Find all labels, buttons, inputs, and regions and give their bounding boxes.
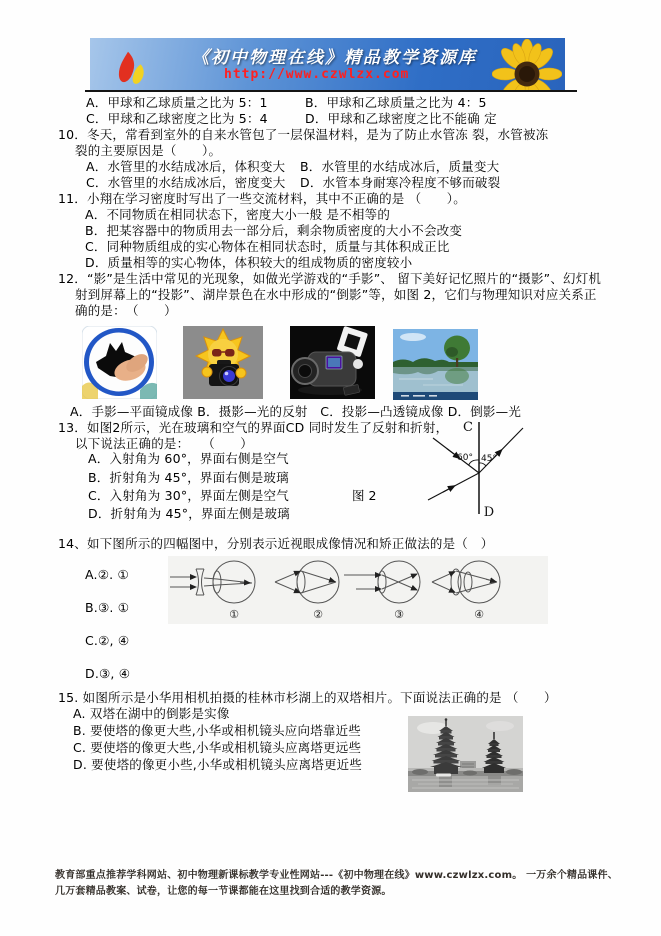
- sunflower-image: [492, 39, 562, 91]
- q14-text-line1: 14、如下图所示的四幅图中，分别表示近视眼成像情况和矫正做法的是（ ）: [58, 536, 494, 551]
- q9-option-b: B．甲球和乙球质量之比为 4：5: [305, 95, 487, 110]
- q10-option-b: B．水管里的水结成冰后，质量变大: [300, 159, 500, 174]
- q11-option-b: B．把某容器中的物质用去一部分后，剩余物质密度的大小不会改变: [85, 223, 463, 238]
- footer-line2: 几万套精品教案、试卷，让您的每一节课都能在这里找到合适的教学资源。: [55, 886, 392, 897]
- q9-option-c: C．甲球和乙球密度之比为 5：4: [86, 111, 268, 126]
- q9-option-a: A．甲球和乙球质量之比为 5：1: [86, 95, 268, 110]
- diagram-number-4: ④: [474, 608, 484, 621]
- footer-line1: 教育部重点推荐学科网站、初中物理新课标教学专业性网站---《初中物理在线》www.czwlzx.com。 一万余个精品课件、: [55, 870, 618, 881]
- q13-option-d: D．折射角为 45°，界面左侧是玻璃: [88, 506, 290, 521]
- q11-option-a: A．不同物质在相同状态下，密度大小一般 是不相等的: [85, 207, 391, 222]
- interface-top-label: C: [463, 420, 473, 435]
- q13-option-b: B．折射角为 45°，界面右侧是玻璃: [88, 470, 289, 485]
- banner-title: 《初中物理在线》精品教学资源库: [192, 48, 477, 68]
- eye-diagrams-figure: [168, 556, 548, 624]
- q10-option-c: C．水管里的水结成冰后，密度变大: [86, 175, 286, 190]
- q10-option-d: D．水管本身耐寒冷程度不够而破裂: [300, 175, 501, 190]
- refraction-angle-label: 45°: [481, 454, 497, 464]
- projector-image: [290, 326, 375, 399]
- q15-option-a: A. 双塔在湖中的倒影是实像: [73, 706, 230, 721]
- lake-reflection-image: [393, 329, 478, 400]
- twin-pagodas-photo: [408, 716, 523, 792]
- figure2-label: 图 2: [352, 488, 377, 503]
- q14-option-c: C.②, ④: [85, 633, 130, 648]
- q10-text-line2: 裂的主要原因是（ ）。: [75, 143, 222, 158]
- q15-option-b: B. 要使塔的像更大些,小华或相机镜头应向塔靠近些: [73, 723, 361, 738]
- sun-camera-image: [183, 326, 263, 399]
- q11-option-c: C．同种物质组成的实心物体在相同状态时，质量与其体积成正比: [85, 239, 450, 254]
- incident-angle-label: 60°: [457, 453, 473, 463]
- site-logo-icon: [114, 49, 156, 91]
- interface-bottom-label: D: [483, 505, 495, 520]
- banner-url-link[interactable]: http://www.czwlzx.com: [224, 67, 410, 82]
- site-banner: [90, 38, 565, 91]
- diagram-number-2: ②: [313, 608, 323, 621]
- hand-shadow-image: [82, 326, 157, 399]
- q13-option-c: C．入射角为 30°，界面左侧是空气: [88, 488, 289, 503]
- q14-option-a: A.②. ①: [85, 567, 129, 582]
- q10-option-a: A．水管里的水结成冰后，体积变大: [86, 159, 286, 174]
- refraction-figure: [413, 410, 588, 522]
- q9-option-d: D．甲球和乙球密度之比不能确 定: [305, 111, 497, 126]
- q15-option-d: D. 要使塔的像更小些,小华或相机镜头应离塔更近些: [73, 757, 363, 772]
- q11-option-d: D．质量相等的实心物体，体积较大的组成物质的密度较小: [85, 255, 413, 270]
- q12-text-line1: 12．“影”是生活中常见的光现象，如做光学游戏的“手影”、 留下美好记忆照片的“摄影”、幻灯机: [58, 271, 602, 286]
- q13-option-a: A．入射角为 60°，界面右侧是空气: [88, 451, 289, 466]
- q13-text-line2: 以下说法正确的是： （ ）: [75, 436, 254, 451]
- q15-option-c: C. 要使塔的像更大些,小华或相机镜头应离塔更远些: [73, 740, 362, 755]
- q11-text-line1: 11．小翔在学习密度时写出了一些交流材料，其中不正确的是 （ ）。: [58, 191, 466, 206]
- banner-divider: [85, 90, 577, 92]
- q14-option-b: B.③. ①: [85, 600, 130, 615]
- q14-option-d: D.③, ④: [85, 666, 131, 681]
- diagram-number-1: ①: [229, 608, 239, 621]
- diagram-number-3: ③: [394, 608, 404, 621]
- q10-text-line1: 10．冬天，常看到室外的自来水管包了一层保温材料，是为了防止水管冻 裂，水管被冻: [58, 127, 549, 142]
- q12-text-line2: 射到屏幕上的“投影”、湖岸景色在水中形成的“倒影”等，如图 2，它们与物理知识对应关系正: [75, 287, 597, 302]
- q13-text-line1: 13．如图2所示，光在玻璃和空气的界面CD 同时发生了反射和折射，: [58, 420, 449, 435]
- q12-answer-caption: A．手影—平面镜成像 B．摄影—光的反射 C．投影—凸透镜成像 D．倒影—光: [70, 404, 522, 419]
- q15-text-line1: 15. 如图所示是小华用相机拍摄的桂林市杉湖上的双塔相片。下面说法正确的是 （ ）: [58, 690, 557, 705]
- q12-text-line3: 确的是： （ ）: [75, 303, 177, 318]
